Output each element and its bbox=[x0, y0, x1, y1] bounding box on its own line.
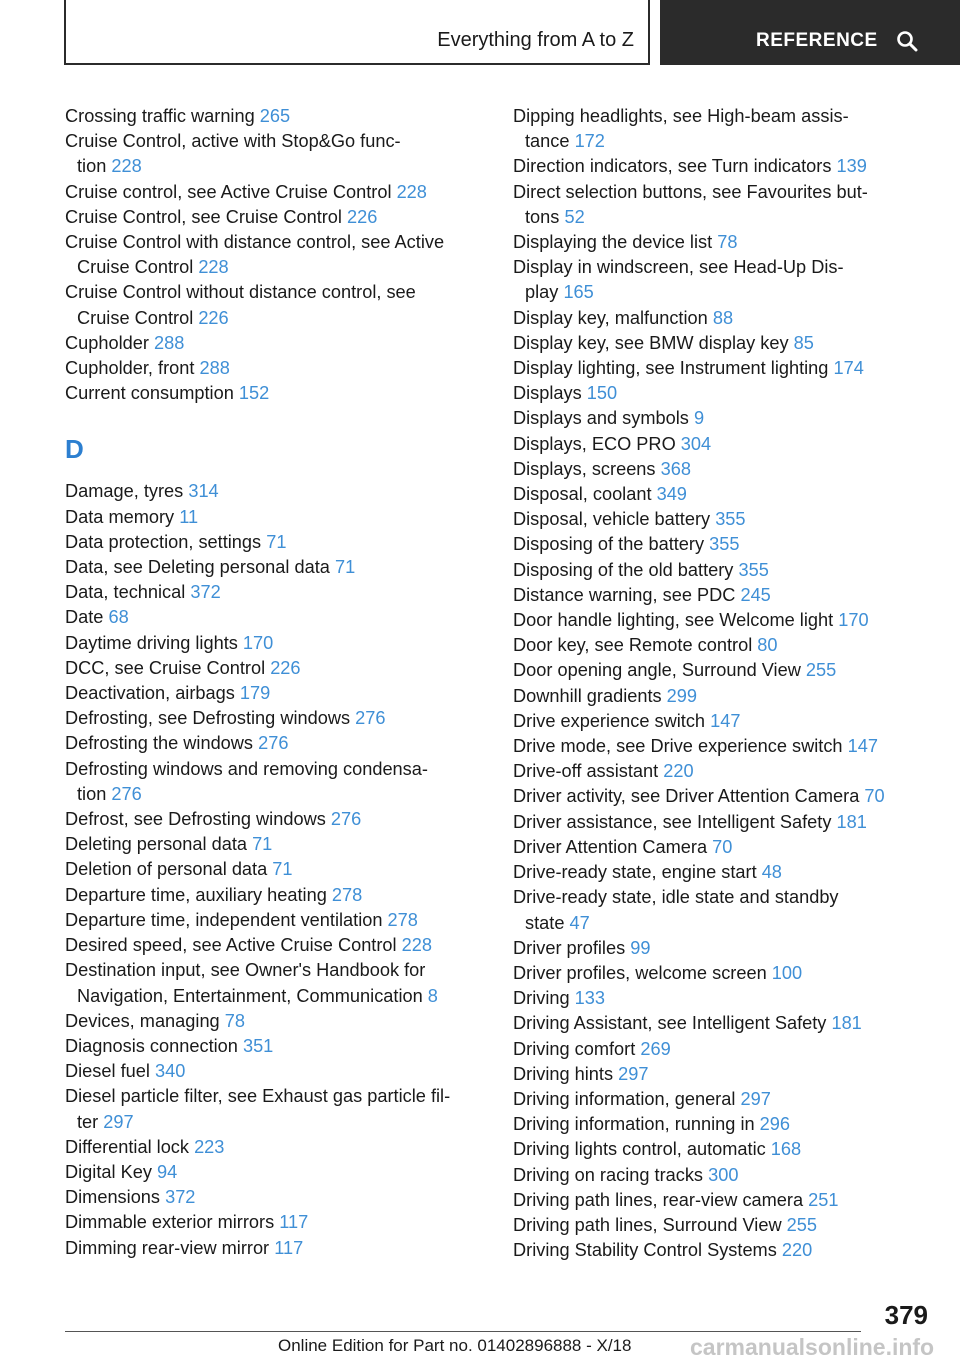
index-entry bbox=[513, 1112, 933, 1137]
index-entry bbox=[65, 1009, 485, 1034]
entry-text: Diesel particle filter, see Exhaust gas particle fil- bbox=[65, 1086, 451, 1107]
entry-text: Cruise Control, see Cruise Control bbox=[65, 206, 342, 227]
entry-text: Differential lock bbox=[65, 1136, 189, 1157]
entry-text: Defrosting, see Defrosting windows bbox=[65, 708, 351, 729]
entry-text: Driving information, running in bbox=[513, 1114, 755, 1135]
index-entry bbox=[65, 331, 485, 356]
index-entry bbox=[65, 1160, 485, 1185]
index-entry bbox=[65, 706, 485, 731]
index-entry bbox=[65, 205, 485, 230]
entry-text: Disposing of the old battery bbox=[513, 559, 734, 580]
index-entry bbox=[65, 1084, 485, 1134]
index-entry bbox=[513, 104, 933, 154]
index-entry bbox=[65, 1210, 485, 1235]
entry-text: Defrost, see Defrosting windows bbox=[65, 809, 326, 830]
watermark: carmanualsonline.info bbox=[690, 1334, 935, 1360]
entry-text: Direct selection buttons, see Favourites but- bbox=[513, 181, 868, 202]
page-link[interactable]: 220 bbox=[781, 1240, 813, 1261]
entry-text-continued: tion bbox=[77, 783, 107, 804]
entry-text: Door handle lighting, see Welcome light bbox=[513, 610, 834, 631]
index-entry bbox=[513, 583, 933, 608]
index-entry bbox=[513, 306, 933, 331]
entry-text: Driving comfort bbox=[513, 1038, 636, 1059]
entry-text: Driving lights control, automatic bbox=[513, 1139, 766, 1160]
page-link[interactable]: 288 bbox=[199, 358, 230, 379]
page-link[interactable]: 117 bbox=[279, 1212, 309, 1233]
entry-text: Direction indicators, see Turn indicators bbox=[513, 156, 832, 177]
entry-text: Dipping headlights, see High-beam assis- bbox=[513, 106, 849, 126]
index-entry bbox=[65, 580, 485, 605]
page-link[interactable]: 296 bbox=[759, 1114, 791, 1135]
index-entry bbox=[65, 555, 485, 580]
index-entry bbox=[65, 857, 485, 882]
index-entry bbox=[513, 608, 933, 633]
index-entry bbox=[65, 381, 485, 406]
index-entry bbox=[513, 759, 933, 784]
index-entry bbox=[513, 936, 933, 961]
entry-text: Displays, ECO PRO bbox=[513, 433, 676, 454]
entry-text: Driver assistance, see Intelligent Safety bbox=[513, 811, 832, 832]
page-link[interactable]: 297 bbox=[740, 1088, 771, 1109]
entry-text: Data memory bbox=[65, 506, 175, 527]
page-link[interactable]: 276 bbox=[258, 733, 289, 754]
entry-text-continued: tons bbox=[525, 206, 560, 227]
index-entry bbox=[65, 807, 485, 832]
page-link[interactable]: 226 bbox=[347, 206, 378, 227]
index-entry bbox=[65, 883, 485, 908]
index-entry bbox=[65, 832, 485, 857]
entry-text: Diagnosis connection bbox=[65, 1035, 238, 1056]
page-link[interactable]: 170 bbox=[242, 632, 274, 653]
entry-text: Cupholder bbox=[65, 332, 149, 353]
entry-text: Displays bbox=[513, 383, 582, 404]
page-link[interactable]: 278 bbox=[387, 909, 418, 930]
page-link[interactable]: 276 bbox=[111, 783, 142, 804]
index-entry bbox=[65, 479, 485, 504]
index-entry bbox=[513, 1062, 933, 1087]
index-entry bbox=[65, 505, 485, 530]
index-entry bbox=[513, 180, 933, 230]
entry-text: Drive experience switch bbox=[513, 710, 706, 731]
page-link[interactable]: 288 bbox=[153, 332, 185, 353]
entry-text: Disposal, coolant bbox=[513, 484, 652, 505]
entry-text: Displaying the device list bbox=[513, 232, 713, 253]
index-column-right bbox=[513, 104, 933, 1263]
index-entry bbox=[513, 986, 933, 1011]
index-entry bbox=[65, 681, 485, 706]
entry-text: Drive-ready state, idle state and standby bbox=[513, 887, 839, 908]
entry-text: Cruise Control with distance control, see Active bbox=[65, 232, 445, 253]
index-entry bbox=[513, 633, 933, 658]
index-entry bbox=[513, 684, 933, 709]
entry-text: Downhill gradients bbox=[513, 685, 662, 706]
page-link[interactable]: 170 bbox=[838, 610, 869, 631]
entry-text-continued: tion bbox=[77, 156, 107, 177]
index-entry bbox=[65, 129, 485, 179]
page-link[interactable]: 117 bbox=[274, 1237, 304, 1258]
index-entry bbox=[65, 731, 485, 756]
page-link[interactable]: 255 bbox=[786, 1214, 817, 1235]
index-entry bbox=[65, 1236, 485, 1261]
index-entry bbox=[65, 180, 485, 205]
index-entry bbox=[513, 1238, 933, 1263]
page-link[interactable]: 269 bbox=[640, 1038, 671, 1059]
index-entry bbox=[513, 860, 933, 885]
entry-text-continued: state bbox=[525, 912, 565, 933]
page-link[interactable]: 314 bbox=[188, 481, 219, 502]
entry-text: Departure time, auxiliary heating bbox=[65, 884, 327, 905]
index-entry bbox=[513, 381, 933, 406]
page-link[interactable]: 228 bbox=[396, 181, 427, 202]
page-link[interactable]: 71 bbox=[334, 557, 356, 578]
entry-text: Drive mode, see Drive experience switch bbox=[513, 736, 843, 757]
entry-text: DCC, see Cruise Control bbox=[65, 657, 266, 678]
section-title-box bbox=[64, 0, 650, 65]
page-link[interactable]: 299 bbox=[666, 685, 698, 706]
index-entry bbox=[513, 1011, 933, 1036]
entry-text: Deletion of personal data bbox=[65, 859, 268, 880]
index-entry bbox=[65, 280, 485, 330]
index-entry bbox=[513, 734, 933, 759]
page-link[interactable]: 181 bbox=[831, 1013, 862, 1034]
index-entry bbox=[65, 656, 485, 681]
entry-text: Dimmable exterior mirrors bbox=[65, 1212, 275, 1233]
page-link[interactable]: 226 bbox=[270, 657, 301, 678]
entry-text: Driving on racing tracks bbox=[513, 1164, 704, 1185]
page-link[interactable]: 78 bbox=[224, 1010, 245, 1031]
page-link[interactable]: 147 bbox=[710, 710, 741, 731]
page-link[interactable]: 276 bbox=[330, 809, 362, 830]
page-link[interactable]: 181 bbox=[836, 811, 867, 832]
entry-text: Drive-off assistant bbox=[513, 761, 659, 782]
entry-text: Deactivation, airbags bbox=[65, 683, 235, 704]
index-entry bbox=[65, 1185, 485, 1210]
entry-text: Drive-ready state, engine start bbox=[513, 862, 757, 883]
entry-text: Driving hints bbox=[513, 1063, 614, 1084]
entry-text: Date bbox=[65, 607, 104, 628]
entry-text: Driver profiles bbox=[513, 937, 626, 958]
entry-text: Desired speed, see Active Cruise Control bbox=[65, 935, 397, 956]
index-entry bbox=[513, 885, 933, 935]
index-list-d-continued bbox=[513, 104, 933, 1263]
page-link[interactable]: 351 bbox=[242, 1035, 274, 1056]
page-link[interactable]: 8 bbox=[427, 985, 438, 1006]
entry-text: Devices, managing bbox=[65, 1010, 220, 1031]
page-link[interactable]: 276 bbox=[355, 708, 386, 729]
index-entry bbox=[513, 835, 933, 860]
entry-text: Door opening angle, Surround View bbox=[513, 660, 801, 681]
entry-text: Driver Attention Camera bbox=[513, 836, 708, 857]
index-entry bbox=[513, 961, 933, 986]
entry-text: Cruise control, see Active Cruise Control bbox=[65, 181, 392, 202]
page-link[interactable]: 165 bbox=[563, 282, 594, 303]
entry-text-continued: Navigation, Entertainment, Communication bbox=[77, 985, 423, 1006]
page-link[interactable]: 70 bbox=[864, 786, 885, 807]
entry-text: Disposing of the battery bbox=[513, 534, 705, 555]
page-link[interactable]: 265 bbox=[259, 106, 291, 126]
index-entry bbox=[513, 1188, 933, 1213]
entry-text: Data protection, settings bbox=[65, 531, 262, 552]
page-link[interactable]: 11 bbox=[179, 506, 199, 527]
index-entry bbox=[513, 432, 933, 457]
page-link[interactable]: 100 bbox=[771, 962, 803, 983]
entry-text: Driving path lines, rear-view camera bbox=[513, 1189, 804, 1210]
page-link[interactable]: 80 bbox=[757, 635, 778, 656]
index-entry bbox=[513, 1163, 933, 1188]
page-link[interactable]: 133 bbox=[574, 988, 606, 1009]
index-entry bbox=[513, 558, 933, 583]
index-entry bbox=[513, 709, 933, 734]
entry-text-continued: play bbox=[525, 282, 559, 303]
page-link[interactable]: 297 bbox=[618, 1063, 649, 1084]
index-entry bbox=[513, 356, 933, 381]
index-entry bbox=[65, 530, 485, 555]
entry-text: Departure time, independent ventilation bbox=[65, 909, 383, 930]
page-link[interactable]: 297 bbox=[103, 1111, 134, 1132]
index-entry bbox=[65, 1135, 485, 1160]
page-link[interactable]: 174 bbox=[833, 358, 864, 379]
entry-text: Digital Key bbox=[65, 1161, 152, 1182]
entry-text: Display key, malfunction bbox=[513, 307, 708, 328]
index-entry bbox=[65, 356, 485, 381]
page-link[interactable]: 372 bbox=[165, 1187, 196, 1208]
index-entry bbox=[65, 605, 485, 630]
page-link[interactable]: 52 bbox=[564, 206, 585, 227]
entry-text: Disposal, vehicle battery bbox=[513, 509, 711, 530]
page-link[interactable]: 152 bbox=[238, 383, 270, 404]
index-entry bbox=[65, 933, 485, 958]
entry-text: Diesel fuel bbox=[65, 1061, 150, 1082]
page-link[interactable]: 228 bbox=[401, 935, 432, 956]
reference-label: REFERENCE bbox=[756, 30, 878, 51]
index-entry bbox=[65, 631, 485, 656]
page-link[interactable]: 68 bbox=[108, 607, 129, 628]
page-link[interactable]: 94 bbox=[157, 1161, 178, 1182]
page-link[interactable]: 150 bbox=[586, 383, 618, 404]
page-link[interactable]: 47 bbox=[569, 912, 590, 933]
entry-text-continued: ter bbox=[77, 1111, 99, 1132]
page-link[interactable]: 48 bbox=[761, 862, 782, 883]
index-entry bbox=[513, 810, 933, 835]
page-link[interactable]: 278 bbox=[331, 884, 363, 905]
entry-text: Dimming rear-view mirror bbox=[65, 1237, 270, 1258]
page-link[interactable]: 355 bbox=[715, 509, 746, 530]
footer-divider bbox=[65, 1331, 861, 1332]
entry-text: Current consumption bbox=[65, 383, 234, 404]
entry-text: Cruise Control without distance control, see bbox=[65, 282, 416, 303]
page-link[interactable]: 179 bbox=[239, 683, 271, 704]
entry-text: Driving Assistant, see Intelligent Safety bbox=[513, 1013, 827, 1034]
entry-text: Driver activity, see Driver Attention Camera bbox=[513, 786, 860, 807]
entry-text: Dimensions bbox=[65, 1187, 161, 1208]
page-link[interactable]: 228 bbox=[198, 257, 229, 278]
entry-text: Daytime driving lights bbox=[65, 632, 238, 653]
page-link[interactable]: 349 bbox=[656, 484, 687, 505]
entry-text: Displays and symbols bbox=[513, 408, 689, 429]
index-list-c bbox=[65, 104, 485, 406]
page-link[interactable]: 85 bbox=[793, 332, 814, 353]
entry-text: Defrosting the windows bbox=[65, 733, 254, 754]
entry-text: Deleting personal data bbox=[65, 834, 247, 855]
page-link[interactable]: 168 bbox=[770, 1139, 802, 1160]
entry-text: Defrosting windows and removing condensa- bbox=[65, 758, 428, 779]
index-entry bbox=[513, 784, 933, 809]
page-link[interactable]: 9 bbox=[693, 408, 705, 429]
page-link[interactable]: 78 bbox=[717, 232, 738, 253]
page-link[interactable]: 147 bbox=[847, 736, 878, 757]
page-link[interactable]: 220 bbox=[663, 761, 694, 782]
index-entry bbox=[513, 154, 933, 179]
index-entry bbox=[65, 104, 485, 129]
page-link[interactable]: 70 bbox=[712, 836, 733, 857]
index-entry bbox=[65, 230, 485, 280]
entry-text-continued: Cruise Control bbox=[77, 307, 194, 328]
entry-text: Cruise Control, active with Stop&Go func- bbox=[65, 131, 401, 152]
page-link[interactable]: 355 bbox=[709, 534, 740, 555]
index-entry bbox=[513, 255, 933, 305]
entry-text: Distance warning, see PDC bbox=[513, 584, 736, 605]
entry-text: Display key, see BMW display key bbox=[513, 332, 789, 353]
entry-text: Driving path lines, Surround View bbox=[513, 1214, 782, 1235]
page-link[interactable]: 251 bbox=[808, 1189, 839, 1210]
entry-text: Displays, screens bbox=[513, 458, 656, 479]
page-link[interactable]: 372 bbox=[190, 582, 221, 603]
page-link[interactable]: 245 bbox=[740, 584, 771, 605]
page-link[interactable]: 355 bbox=[738, 559, 769, 580]
entry-text: Cupholder, front bbox=[65, 358, 195, 379]
index-entry bbox=[513, 482, 933, 507]
reference-tab[interactable] bbox=[660, 0, 960, 65]
entry-text: Crossing traffic warning bbox=[65, 106, 255, 126]
page-link[interactable]: 300 bbox=[708, 1164, 739, 1185]
page-link[interactable]: 226 bbox=[198, 307, 229, 328]
entry-text: Door key, see Remote control bbox=[513, 635, 753, 656]
entry-text: Display lighting, see Instrument lighting bbox=[513, 358, 829, 379]
edition-text: Online Edition for Part no. 01402896888 - X/18 bbox=[278, 1336, 632, 1355]
entry-text: Driver profiles, welcome screen bbox=[513, 962, 767, 983]
section-title: Everything from A to Z bbox=[437, 29, 634, 51]
page-link[interactable]: 99 bbox=[630, 937, 651, 958]
page-link[interactable]: 139 bbox=[836, 156, 867, 177]
page-link[interactable]: 228 bbox=[111, 156, 142, 177]
entry-text: Driving bbox=[513, 988, 570, 1009]
index-entry bbox=[513, 1137, 933, 1162]
index-entry bbox=[513, 507, 933, 532]
page-link[interactable]: 223 bbox=[194, 1136, 225, 1157]
page-link[interactable]: 340 bbox=[154, 1061, 186, 1082]
letter-heading: D bbox=[65, 434, 84, 465]
index-entry bbox=[65, 908, 485, 933]
index-entry bbox=[513, 457, 933, 482]
entry-text: Display in windscreen, see Head-Up Dis- bbox=[513, 257, 844, 278]
page-link[interactable]: 71 bbox=[266, 531, 287, 552]
index-list-d bbox=[65, 479, 485, 1260]
index-column-left bbox=[65, 104, 485, 1261]
search-icon[interactable] bbox=[896, 30, 918, 52]
entry-text: Data, technical bbox=[65, 582, 186, 603]
page-link[interactable]: 368 bbox=[660, 458, 691, 479]
entry-text-continued: Cruise Control bbox=[77, 257, 194, 278]
page-link[interactable]: 88 bbox=[712, 307, 734, 328]
page-number: 379 bbox=[884, 1300, 928, 1330]
index-entry bbox=[513, 658, 933, 683]
page-link[interactable]: 304 bbox=[680, 433, 712, 454]
index-entry bbox=[513, 1213, 933, 1238]
entry-text: Damage, tyres bbox=[65, 481, 184, 502]
page-link[interactable]: 172 bbox=[574, 131, 605, 152]
index-entry bbox=[513, 331, 933, 356]
page-link[interactable]: 71 bbox=[252, 834, 273, 855]
entry-text: Destination input, see Owner's Handbook for bbox=[65, 960, 426, 981]
page-link[interactable]: 71 bbox=[272, 859, 293, 880]
index-entry bbox=[65, 1034, 485, 1059]
entry-text: Data, see Deleting personal data bbox=[65, 557, 330, 578]
entry-text-continued: tance bbox=[525, 131, 570, 152]
entry-text: Driving Stability Control Systems bbox=[513, 1240, 777, 1261]
index-entry bbox=[513, 532, 933, 557]
page-link[interactable]: 255 bbox=[805, 660, 837, 681]
entry-text: Driving information, general bbox=[513, 1088, 736, 1109]
index-entry bbox=[513, 406, 933, 431]
index-entry bbox=[513, 1037, 933, 1062]
index-entry bbox=[65, 757, 485, 807]
page-header bbox=[0, 0, 960, 66]
index-entry bbox=[513, 1087, 933, 1112]
index-entry bbox=[65, 958, 485, 1008]
index-entry bbox=[65, 1059, 485, 1084]
index-entry bbox=[513, 230, 933, 255]
